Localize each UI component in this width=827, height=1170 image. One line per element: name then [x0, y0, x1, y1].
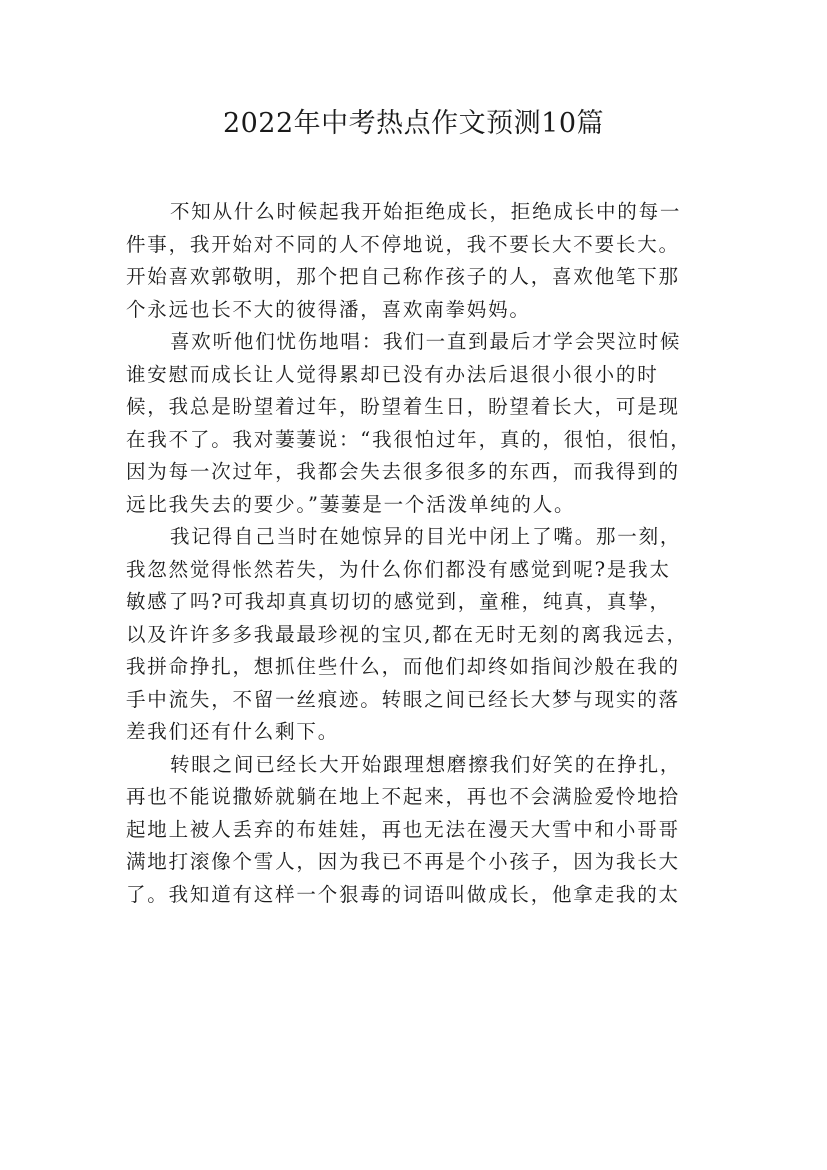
paragraph-line: 个永远也长不大的彼得潘，喜欢南拳妈妈。 [126, 297, 531, 321]
paragraph-4 [126, 749, 716, 912]
paragraph-line: 了。我知道有这样一个狠毒的词语叫做成长，他拿走我的太 [126, 882, 680, 906]
paragraph-line: 谁安慰而成长让人觉得累却已没有办法后退很小很小的时 [126, 362, 659, 386]
paragraph-line: 远比我失去的要少。”萋萋是一个活泼单纯的人。 [126, 492, 576, 516]
paragraph-line: 手中流失，不留一丝痕迹。转眼之间已经长大梦与现实的落 [126, 687, 680, 711]
paragraph-line: 不知从什么时候起我开始拒绝成长，拒绝成长中的每一 [170, 200, 682, 223]
paragraph-line: 差我们还有什么剩下。 [126, 720, 340, 743]
paragraph-2 [126, 326, 716, 521]
paragraph-line: 我拼命挣扎，想抓住些什么，而他们却终如指间沙般在我的 [126, 655, 680, 678]
paragraph-line: 因为每一次过年，我都会失去很多很多的东西，而我得到的 [126, 460, 680, 483]
document-body [126, 196, 716, 911]
paragraph-3 [126, 521, 716, 749]
document-title: 2022年中考热点作文预测10篇 [222, 108, 605, 139]
paragraph-line: 我忽然觉得怅然若失，为什么你们都没有感觉到呢?是我太 [126, 557, 671, 581]
paragraph-line: 在我不了。我对萋萋说：“我很怕过年，真的，很怕，很怕， [126, 427, 692, 451]
paragraph-line: 满地打滚像个雪人，因为我已不再是个小孩子，因为我长大 [126, 850, 680, 873]
paragraph-line: 喜欢听他们忧伤地唱：我们一直到最后才学会哭泣时候 [170, 330, 682, 353]
paragraph-line: 以及许许多多我最最珍视的宝贝,都在无时无刻的离我远去， [126, 622, 688, 646]
paragraph-line: 我记得自己当时在她惊异的目光中闭上了嘴。那一刻， [170, 525, 682, 548]
paragraph-line: 再也不能说撒娇就躺在地上不起来，再也不会满脸爱怜地拾 [126, 785, 680, 808]
paragraph-line: 件事，我开始对不同的人不停地说，我不要长大不要长大。 [126, 232, 680, 256]
paragraph-line: 起地上被人丢弃的布娃娃，再也无法在漫天大雪中和小哥哥 [126, 817, 680, 841]
paragraph-line: 开始喜欢郭敬明，那个把自己称作孩子的人，喜欢他笔下那 [126, 265, 680, 288]
paragraph-line: 敏感了吗?可我却真真切切的感觉到，童稚，纯真，真挚， [126, 590, 671, 613]
paragraph-line: 转眼之间已经长大开始跟理想磨擦我们好笑的在挣扎， [170, 752, 682, 776]
paragraph-line: 候，我总是盼望着过年，盼望着生日，盼望着长大，可是现 [126, 395, 680, 418]
paragraph-1 [126, 196, 716, 326]
